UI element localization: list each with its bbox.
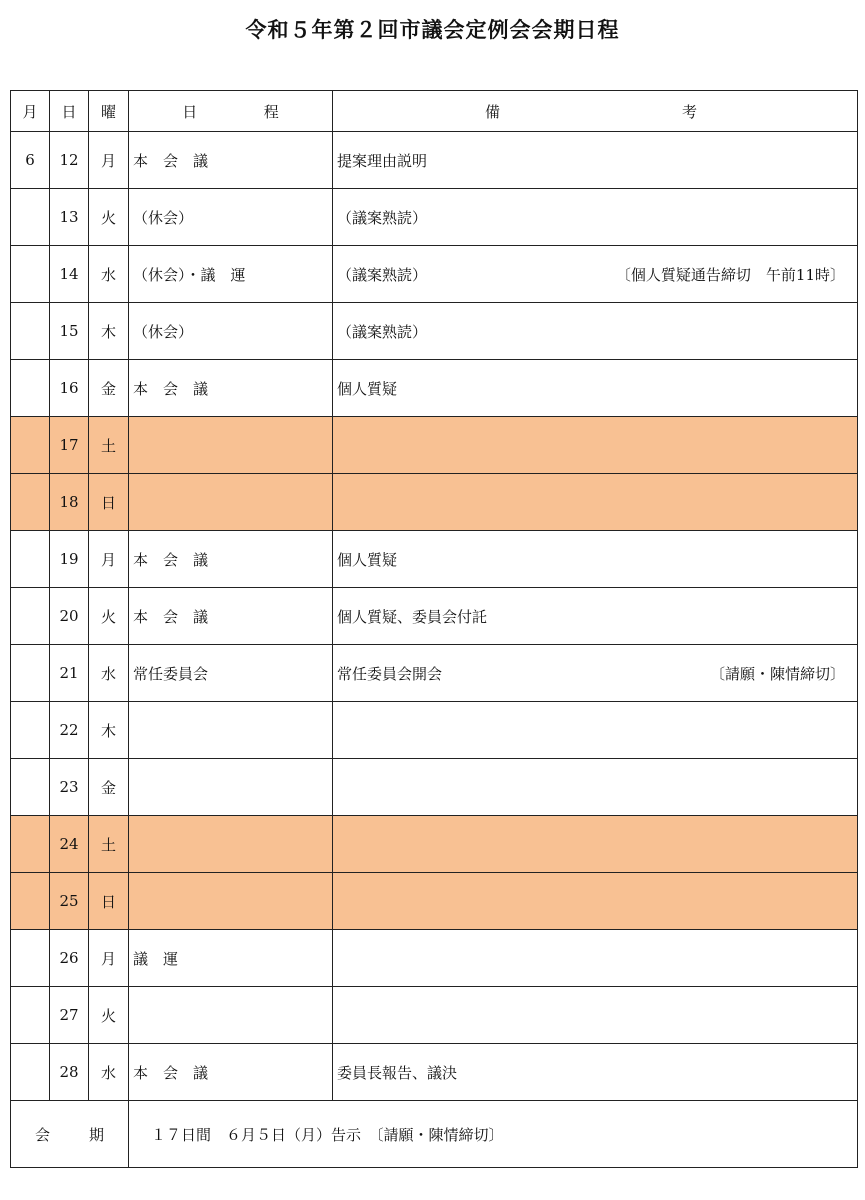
month-cell xyxy=(11,189,50,246)
schedule-cell xyxy=(129,132,333,189)
schedule-table xyxy=(10,90,858,1168)
remarks-cell xyxy=(333,873,858,930)
schedule-cell xyxy=(129,645,333,702)
day-cell: 28 xyxy=(50,1044,89,1101)
month-cell xyxy=(11,588,50,645)
schedule-text: （休会）・議 運 xyxy=(133,265,246,284)
remarks-cell xyxy=(333,417,858,474)
schedule-cell xyxy=(129,987,333,1044)
schedule-cell xyxy=(129,189,333,246)
month-cell xyxy=(11,360,50,417)
day-cell: 22 xyxy=(50,702,89,759)
schedule-cell xyxy=(129,531,333,588)
header-schedule-char-2: 程 xyxy=(263,102,279,121)
schedule-text: 議 運 xyxy=(133,949,179,968)
remark-text: 提案理由説明 xyxy=(337,151,428,170)
schedule-cell xyxy=(129,588,333,645)
table-row xyxy=(11,759,858,816)
weekday-cell: 水 xyxy=(89,645,129,702)
schedule-cell xyxy=(129,360,333,417)
day-cell: 13 xyxy=(50,189,89,246)
month-cell xyxy=(11,759,50,816)
remarks-cell xyxy=(333,645,858,702)
table-row xyxy=(11,987,858,1044)
remark-text: （議案熟読） xyxy=(337,208,428,227)
remark-text: 個人質疑、委員会付託 xyxy=(337,607,488,626)
table-row xyxy=(11,303,858,360)
weekday-cell: 月 xyxy=(89,930,129,987)
day-cell: 15 xyxy=(50,303,89,360)
schedule-cell xyxy=(129,930,333,987)
remarks-cell xyxy=(333,474,858,531)
table-row xyxy=(11,189,858,246)
footer-label-char-2: 期 xyxy=(88,1125,104,1144)
day-cell: 25 xyxy=(50,873,89,930)
day-cell: 12 xyxy=(50,132,89,189)
weekday-cell: 月 xyxy=(89,531,129,588)
table-row xyxy=(11,417,858,474)
header-row xyxy=(11,91,858,132)
table-row xyxy=(11,1044,858,1101)
remark-text: 個人質疑 xyxy=(337,550,398,569)
remarks-cell xyxy=(333,1044,858,1101)
remark-text: 常任委員会開会 xyxy=(337,664,443,683)
header-schedule-char-1: 日 xyxy=(182,102,198,121)
header-schedule xyxy=(129,91,333,132)
month-cell xyxy=(11,303,50,360)
schedule-text: （休会） xyxy=(133,208,194,227)
remark-text: （議案熟読） xyxy=(337,265,428,284)
header-weekday: 曜 xyxy=(89,91,129,132)
weekday-cell: 火 xyxy=(89,987,129,1044)
session-period-text: １７日間 ６月５日（月）告示 〔請願・陳情締切〕 xyxy=(151,1125,504,1144)
remark-deadline-note: 〔個人質疑通告締切 午前11時〕 xyxy=(615,265,845,284)
month-cell xyxy=(11,417,50,474)
day-cell: 23 xyxy=(50,759,89,816)
month-cell xyxy=(11,246,50,303)
schedule-text: 本 会 議 xyxy=(133,607,209,626)
header-remarks xyxy=(333,91,858,132)
weekday-cell: 金 xyxy=(89,360,129,417)
remark-text: （議案熟読） xyxy=(337,322,428,341)
remarks-cell xyxy=(333,930,858,987)
footer-label-char-1: 会 xyxy=(35,1125,51,1144)
day-cell: 20 xyxy=(50,588,89,645)
weekday-cell: 木 xyxy=(89,702,129,759)
footer-text xyxy=(129,1101,858,1168)
schedule-text: （休会） xyxy=(133,322,194,341)
header-remarks-char-1: 備 xyxy=(485,102,501,121)
weekday-cell: 日 xyxy=(89,873,129,930)
day-cell: 17 xyxy=(50,417,89,474)
header-remarks-char-2: 考 xyxy=(681,102,697,121)
remarks-cell xyxy=(333,759,858,816)
remark-deadline-note: 〔請願・陳情締切〕 xyxy=(709,664,845,683)
table-row xyxy=(11,360,858,417)
table-row xyxy=(11,588,858,645)
weekday-cell: 土 xyxy=(89,417,129,474)
schedule-text: 常任委員会 xyxy=(133,664,209,683)
remarks-cell xyxy=(333,816,858,873)
footer-label xyxy=(11,1101,129,1168)
day-cell: 26 xyxy=(50,930,89,987)
weekday-cell: 水 xyxy=(89,1044,129,1101)
schedule-cell xyxy=(129,474,333,531)
schedule-text: 本 会 議 xyxy=(133,1063,209,1082)
month-cell xyxy=(11,873,50,930)
schedule-cell xyxy=(129,246,333,303)
schedule-text xyxy=(129,778,133,796)
schedule-cell xyxy=(129,417,333,474)
remarks-cell xyxy=(333,987,858,1044)
month-cell xyxy=(11,987,50,1044)
month-cell xyxy=(11,930,50,987)
table-row xyxy=(11,531,858,588)
schedule-text: 本 会 議 xyxy=(133,151,209,170)
weekday-cell: 土 xyxy=(89,816,129,873)
weekday-cell: 日 xyxy=(89,474,129,531)
schedule-text xyxy=(129,1006,133,1024)
weekday-cell: 火 xyxy=(89,189,129,246)
month-cell xyxy=(11,1044,50,1101)
remark-text: 委員長報告、議決 xyxy=(337,1063,458,1082)
schedule-text: 本 会 議 xyxy=(133,550,209,569)
month-cell xyxy=(11,474,50,531)
day-cell: 24 xyxy=(50,816,89,873)
table-row xyxy=(11,645,858,702)
day-cell: 21 xyxy=(50,645,89,702)
day-cell: 19 xyxy=(50,531,89,588)
schedule-text xyxy=(129,493,133,511)
day-cell: 27 xyxy=(50,987,89,1044)
footer-row xyxy=(11,1101,858,1168)
table-row xyxy=(11,246,858,303)
remarks-cell xyxy=(333,531,858,588)
day-cell: 14 xyxy=(50,246,89,303)
header-day: 日 xyxy=(50,91,89,132)
table-row xyxy=(11,702,858,759)
remarks-cell xyxy=(333,360,858,417)
schedule-text xyxy=(129,892,133,910)
table-row xyxy=(11,873,858,930)
weekday-cell: 月 xyxy=(89,132,129,189)
month-cell xyxy=(11,816,50,873)
schedule-cell xyxy=(129,702,333,759)
table-row xyxy=(11,132,858,189)
weekday-cell: 水 xyxy=(89,246,129,303)
weekday-cell: 金 xyxy=(89,759,129,816)
page-title: 令和５年第２回市議会定例会会期日程 xyxy=(245,18,620,42)
remarks-cell xyxy=(333,132,858,189)
weekday-cell: 木 xyxy=(89,303,129,360)
remarks-cell xyxy=(333,189,858,246)
month-cell xyxy=(11,702,50,759)
schedule-cell xyxy=(129,873,333,930)
schedule-text: 本 会 議 xyxy=(133,379,209,398)
weekday-cell: 火 xyxy=(89,588,129,645)
table-row xyxy=(11,930,858,987)
schedule-cell xyxy=(129,303,333,360)
month-cell xyxy=(11,645,50,702)
month-cell xyxy=(11,531,50,588)
schedule-cell xyxy=(129,1044,333,1101)
day-cell: 16 xyxy=(50,360,89,417)
remark-text: 個人質疑 xyxy=(337,379,398,398)
remarks-cell xyxy=(333,588,858,645)
schedule-text xyxy=(129,721,133,739)
day-cell: 18 xyxy=(50,474,89,531)
schedule-text xyxy=(129,436,133,454)
month-cell: 6 xyxy=(11,132,50,189)
schedule-cell xyxy=(129,759,333,816)
header-month: 月 xyxy=(11,91,50,132)
remarks-cell xyxy=(333,246,858,303)
table-row xyxy=(11,474,858,531)
remarks-cell xyxy=(333,702,858,759)
schedule-cell xyxy=(129,816,333,873)
schedule-text xyxy=(129,835,133,853)
remarks-cell xyxy=(333,303,858,360)
table-row xyxy=(11,816,858,873)
